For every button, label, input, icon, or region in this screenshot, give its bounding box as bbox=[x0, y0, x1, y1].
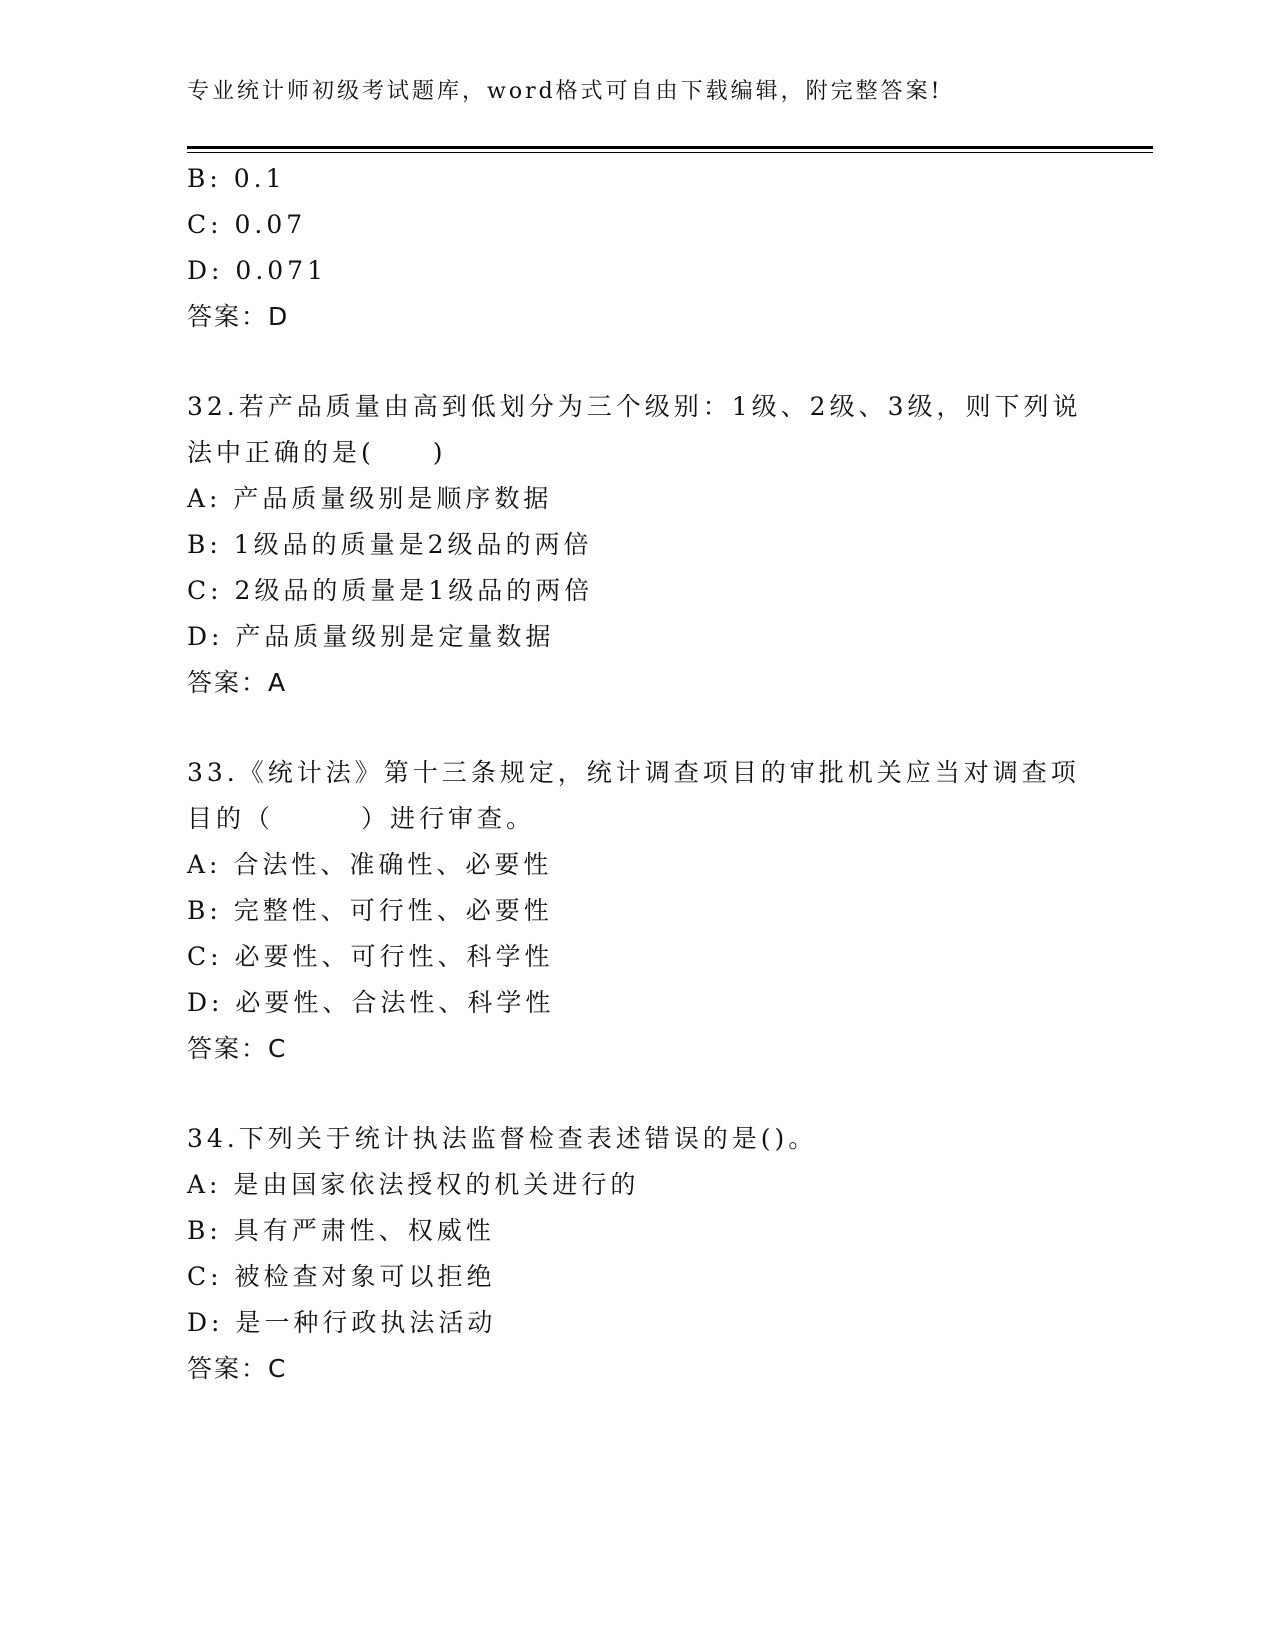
option-c: C: 被检查对象可以拒绝 bbox=[187, 1262, 496, 1291]
option-d: D: 是一种行政执法活动 bbox=[187, 1308, 497, 1337]
option-a: A: 产品质量级别是顺序数据 bbox=[187, 484, 553, 513]
spacer bbox=[187, 340, 1117, 384]
question-stem-line: 34.下列关于统计执法监督检查表述错误的是()。 bbox=[187, 1124, 818, 1153]
answer-line: 答案：C bbox=[187, 1354, 288, 1383]
header-rule-thick bbox=[187, 146, 1153, 149]
question-33 bbox=[187, 750, 1117, 1072]
answer-line: 答案：A bbox=[187, 668, 288, 697]
previous-question-tail bbox=[187, 156, 1117, 340]
question-34 bbox=[187, 1116, 1117, 1392]
option-d: D: 0.071 bbox=[187, 256, 327, 285]
question-stem-line: 33.《统计法》第十三条规定，统计调查项目的审批机关应当对调查项 bbox=[187, 758, 1080, 787]
option-a: A: 是由国家依法授权的机关进行的 bbox=[187, 1170, 640, 1199]
spacer bbox=[187, 706, 1117, 750]
option-c: C: 2级品的质量是1级品的两倍 bbox=[187, 576, 594, 605]
option-b: B: 1级品的质量是2级品的两倍 bbox=[187, 530, 593, 559]
question-stem-line: 法中正确的是( ) bbox=[187, 438, 447, 467]
question-stem-line: 32.若产品质量由高到低划分为三个级别：1级、2级、3级，则下列说 bbox=[187, 392, 1082, 421]
option-a: A: 合法性、准确性、必要性 bbox=[187, 850, 553, 879]
option-b: B: 具有严肃性、权威性 bbox=[187, 1216, 495, 1245]
answer-line: 答案：C bbox=[187, 1034, 288, 1063]
option-c: C: 0.07 bbox=[187, 210, 307, 239]
option-c: C: 必要性、可行性、科学性 bbox=[187, 942, 554, 971]
question-32 bbox=[187, 384, 1117, 706]
question-stem-line: 目的（ ）进行审查。 bbox=[187, 804, 536, 833]
answer-line: 答案：D bbox=[187, 302, 290, 331]
option-d: D: 产品质量级别是定量数据 bbox=[187, 622, 555, 651]
option-d: D: 必要性、合法性、科学性 bbox=[187, 988, 555, 1017]
header-rule-thin bbox=[187, 152, 1153, 153]
page-header: 专业统计师初级考试题库，word格式可自由下载编辑，附完整答案! bbox=[187, 79, 943, 104]
question-content bbox=[187, 156, 1117, 1392]
option-b: B: 0.1 bbox=[187, 164, 286, 193]
option-b: B: 完整性、可行性、必要性 bbox=[187, 896, 553, 925]
spacer bbox=[187, 1072, 1117, 1116]
